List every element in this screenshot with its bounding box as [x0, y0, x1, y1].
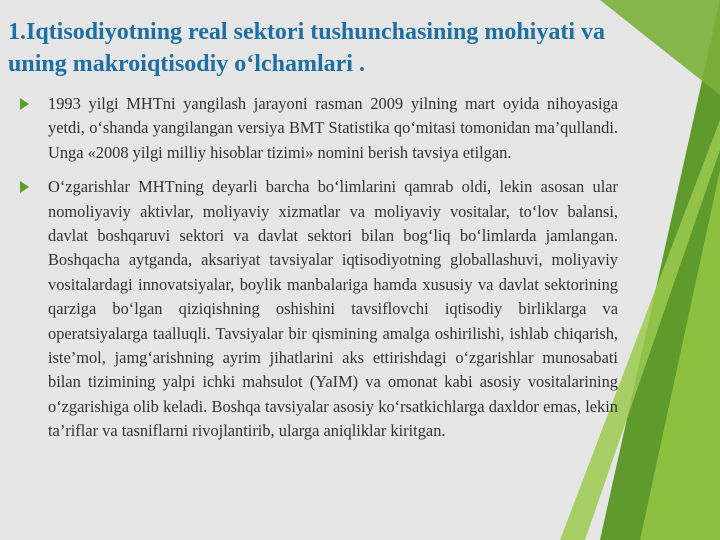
bullet-text: O‘zgarishlar MHTning deyarli barcha bo‘limlarini qamrab oldi, lekin asosan ular nomoliyaviy aktivlar, moliyaviy xizmatlar va moliyaviy vositalar, to‘lov balansi, davlat boshqaruvi sektori va davlat sektori bilan bog‘liq bo‘limlarda jamlangan. Boshqacha aytganda, aksariyat tavsiyalar iqtisodiyotning globallashuvi, moliyaviy vositalardagi innovatsiyalar, boylik manbalariga hamda xususiy va davlat sektorining qarziga bo‘lgan qiziqishning oshishini tavsiflovchi iqtisodiy birliklarga va operatsiyalarga taalluqli. Tavsiyalar bir qismining amalga oshirilishi, ishlab chiqarish, iste’mol, jamg‘arishning ayrim jihatlarini aks ettirishdagi o‘zgarishlar munosabati bilan tizimining yalpi ichki mahsulot (YaIM) va omonat kabi asosiy vositalarining o‘zgarishiga olib keladi. Boshqa tavsiyalar asosiy ko‘rsatkichlarga daxldor emas, lekin ta’riflar va tasniflarni rivojlantirib, ularga aniqliklar kiritgan.: [48, 177, 618, 441]
bullet-item: [20, 92, 618, 165]
triangle-bullet-icon: [20, 181, 29, 193]
triangle-bullet-icon: [20, 98, 29, 110]
slide-title: 1.Iqtisodiyotning real sektori tushunchasining mohiyati va uning makroiqtisodiy o‘lchamlari .: [8, 19, 606, 77]
green-top-corner: [600, 0, 720, 95]
bullet-list: [20, 92, 618, 454]
bullet-text: 1993 yilgi MHTni yangilash jarayoni rasman 2009 yilning mart oyida nihoyasiga yetdi, o‘shanda yangilangan versiya BMT Statistika qo‘mitasi tomonidan ma’qullandi. Unga «2008 yilgi milliy hisoblar tizimi» nomini berish tavsiya etilgan.: [48, 94, 618, 162]
bullet-item: [20, 175, 618, 443]
